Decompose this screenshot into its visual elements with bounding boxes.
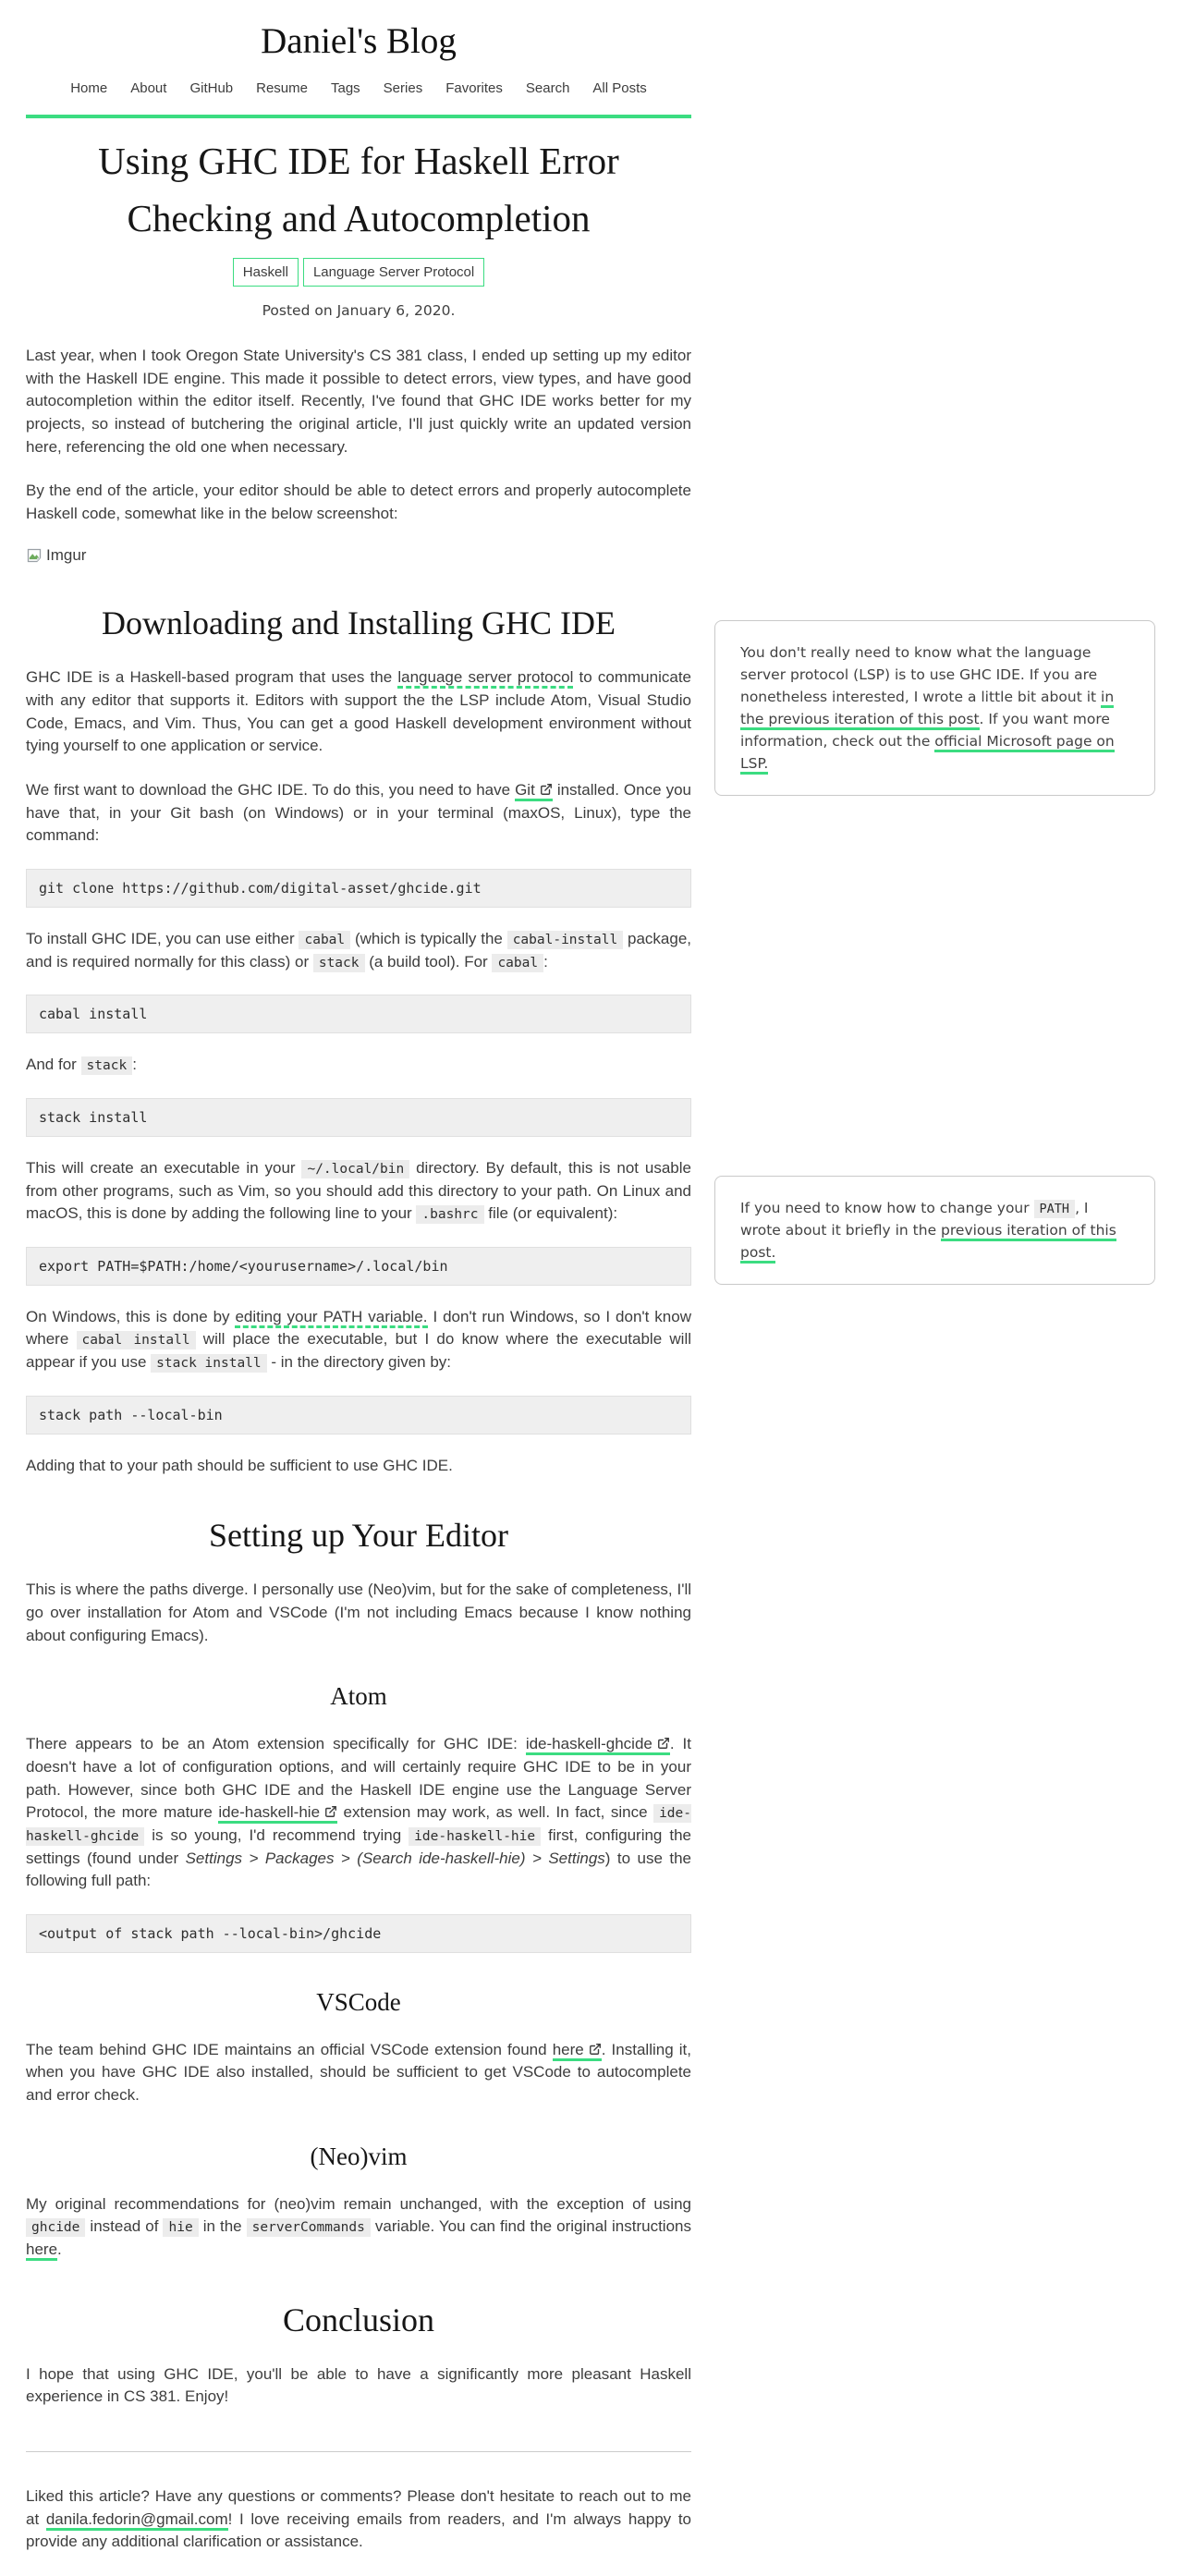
paragraph: By the end of the article, your editor should be able to detect errors and properly autocomplete Haskell code, somewhat like in the below screenshot:	[26, 482, 691, 522]
nav-item-about[interactable]: About	[130, 80, 167, 96]
emphasis: Settings > Packages > (Search ide-haskell-hie) > Settings	[185, 1849, 605, 1867]
inline-code: stack install	[151, 1354, 267, 1373]
code-block-git-clone: git clone https://github.com/digital-asset/ghcide.git	[26, 869, 691, 908]
link-vscode-extension[interactable]: here	[553, 2041, 602, 2061]
link-previous-iteration[interactable]: in the previous iteration of this post	[740, 689, 1114, 730]
section-heading-editor: Setting up Your Editor	[208, 1517, 509, 1555]
sidenote-ref-path[interactable]: editing your PATH variable.	[235, 1308, 427, 1328]
inline-code: cabal	[299, 931, 350, 949]
nav-item-series[interactable]: Series	[383, 80, 423, 96]
site-title: Daniel's Blog	[261, 21, 457, 61]
code-block-cabal-install: cabal install	[26, 995, 691, 1033]
paragraph: GHC IDE is a Haskell-based program that uses the language server protocol to communicate with any editor that supports it. Editors with support the the LSP include Atom, Visual Studio Code, Emacs, and Vim. Thus, You can get a good Haskell development environment without tying yourself to one application or service.	[26, 668, 691, 755]
link-previous-iteration-2[interactable]: previous iteration of this post.	[740, 1222, 1116, 1264]
paragraph: And for stack :	[26, 1056, 137, 1074]
inline-code: .bashrc	[416, 1205, 483, 1224]
inline-code: stack	[313, 954, 365, 972]
image-alt-text: Imgur	[46, 546, 87, 565]
code-block-stack-path: stack path --local-bin	[26, 1396, 691, 1435]
footer-divider	[26, 2451, 691, 2452]
main-column	[26, 0, 691, 2554]
subsection-heading-vscode: VSCode	[316, 1987, 401, 2016]
sidenote-ref-lsp[interactable]: language server protocol	[397, 668, 573, 689]
inline-code: hie	[163, 2218, 198, 2237]
tag-list	[26, 258, 691, 287]
subsection-heading-atom: Atom	[330, 1682, 387, 1711]
broken-image-icon	[26, 547, 43, 565]
site-header	[26, 20, 691, 118]
paragraph: To install GHC IDE, you can use either cabal (which is typically the cabal-install package, and is required normally for this class) or stack (a build tool). For cabal :	[26, 929, 691, 971]
link-git[interactable]: Git	[515, 781, 553, 801]
paragraph: I hope that using GHC IDE, you'll be able to have a significantly more pleasant Haskell experience in CS 381. Enjoy!	[26, 2364, 691, 2406]
nav-item-home[interactable]: Home	[70, 80, 108, 96]
sidenote-path: If you need to know how to change your PATH , I wrote about it briefly in the previous iteration of this post.	[714, 1176, 1155, 1285]
contact-paragraph: Liked this article? Have any questions or comments? Please don't hesitate to reach out to me at danila.fedorin@gmail.com! I love receiving emails from readers, and I'm always happy to provide any additional clarification or assistance.	[26, 2486, 691, 2551]
paragraph: We first want to download the GHC IDE. To do this, you need to have Git installed. Once you have that, in your Git bash (on Windows) or in your terminal (maxOS, Linux), type the command:	[26, 781, 691, 845]
main-nav	[26, 80, 691, 96]
broken-image	[26, 546, 691, 565]
link-ms-lsp-page[interactable]: official Microsoft page on LSP.	[740, 733, 1115, 775]
subsection-heading-neovim: (Neo)vim	[310, 2142, 408, 2170]
nav-item-github[interactable]: GitHub	[189, 80, 234, 96]
code-block-stack-install: stack install	[26, 1098, 691, 1137]
post-title: Using GHC IDE for Haskell Error Checking and Autocompletion	[98, 140, 619, 239]
code-block-export-path: export PATH=$PATH:/home/<yourusername>/.local/bin	[26, 1247, 691, 1286]
header-divider	[26, 115, 691, 118]
section-heading-conclusion: Conclusion	[282, 2301, 434, 2338]
inline-code: ghcide	[26, 2218, 85, 2237]
paragraph: Adding that to your path should be sufficient to use GHC IDE.	[26, 1456, 453, 1474]
paragraph: This is where the paths diverge. I personally use (Neo)vim, but for the sake of completeness, I'll go over installation for Atom and VSCode (I'm not including Emacs because I know nothing about configuring Emacs).	[26, 1581, 691, 1644]
inline-code: ~/.local/bin	[301, 1160, 409, 1178]
nav-item-all-posts[interactable]: All Posts	[592, 80, 647, 96]
nav-item-resume[interactable]: Resume	[256, 80, 308, 96]
external-link-icon	[540, 783, 553, 796]
inline-code: serverCommands	[247, 2218, 371, 2237]
inline-code: cabal	[492, 954, 543, 972]
section-heading-downloading: Downloading and Installing GHC IDE	[102, 604, 616, 642]
tag-language-server-protocol[interactable]: Language Server Protocol	[303, 258, 484, 287]
nav-item-favorites[interactable]: Favorites	[445, 80, 503, 96]
paragraph: There appears to be an Atom extension specifically for GHC IDE: ide-haskell-ghcide . It doesn't have a lot of configuration options, and will certainly require GHC IDE to be in your path. However, since both GHC IDE and the Haskell IDE engine use the Language Server Protocol, the more mature ide-haskell-hie extension may work, as well. In fact, since ide-haskell-ghcide is so young, I'd recommend trying ide-haskell-hie first, configuring the settings (found under Settings > Packages > (Search ide-haskell-hie) > Settings) to use the following full path:	[26, 1735, 691, 1890]
posted-date: Posted on January 6, 2020.	[262, 302, 456, 319]
inline-code: cabal-install	[507, 931, 624, 949]
external-link-icon	[589, 2043, 602, 2056]
link-ide-haskell-ghcide[interactable]: ide-haskell-ghcide	[526, 1735, 670, 1755]
paragraph: My original recommendations for (neo)vim remain unchanged, with the exception of using ghcide instead of hie in the serverCommands variable. You can find the original instructions here.	[26, 2193, 691, 2262]
nav-item-tags[interactable]: Tags	[330, 80, 360, 96]
link-ide-haskell-hie[interactable]: ide-haskell-hie	[218, 1803, 337, 1824]
link-neovim-instructions[interactable]: here	[26, 2240, 57, 2261]
link-email[interactable]: danila.fedorin@gmail.com	[46, 2510, 228, 2531]
inline-code: ide-haskell-hie	[409, 1827, 541, 1846]
paragraph: This will create an executable in your ~/.local/bin directory. By default, this is not usable from other programs, such as Vim, so you should add this directory to your path. On Linux and macOS, this is done by adding the following line to your .bashrc file (or equivalent):	[26, 1158, 691, 1223]
tag-haskell[interactable]: Haskell	[233, 258, 299, 287]
paragraph: On Windows, this is done by editing your PATH variable. I don't run Windows, so I don't know where cabal install will place the executable, but I do know where the executable will appear if you use stack install - in the directory given by:	[26, 1307, 691, 1372]
external-link-icon	[657, 1737, 670, 1750]
inline-code: cabal install	[77, 1331, 196, 1349]
external-link-icon	[324, 1805, 337, 1818]
paragraph: Last year, when I took Oregon State University's CS 381 class, I ended up setting up my editor with the Haskell IDE engine. This made it possible to detect errors, view types, and have good autocompletion within the editor itself. Recently, I've found that GHC IDE works better for my projects, so instead of butchering the original article, I'll just quickly write an updated version here, referencing the old one when necessary.	[26, 347, 691, 456]
post-article	[26, 133, 691, 2409]
code-block-atom-path: <output of stack path --local-bin>/ghcide	[26, 1914, 691, 1953]
nav-item-search[interactable]: Search	[525, 80, 570, 96]
inline-code: stack	[81, 1056, 133, 1075]
inline-code: PATH	[1034, 1200, 1076, 1218]
sidenote-lsp: You don't really need to know what the language server protocol (LSP) is to use GHC IDE. If you are nonetheless interested, I wrote a little bit about it in the previous iteration of this post. If you want more information, check out the official Microsoft page on LSP.	[714, 620, 1155, 796]
paragraph: The team behind GHC IDE maintains an official VSCode extension found here . Installing it, when you have GHC IDE also installed, should be sufficient to get VSCode to autocomplete and error check.	[26, 2040, 691, 2105]
inline-code: ide-haskell-ghcide	[26, 1806, 691, 1844]
